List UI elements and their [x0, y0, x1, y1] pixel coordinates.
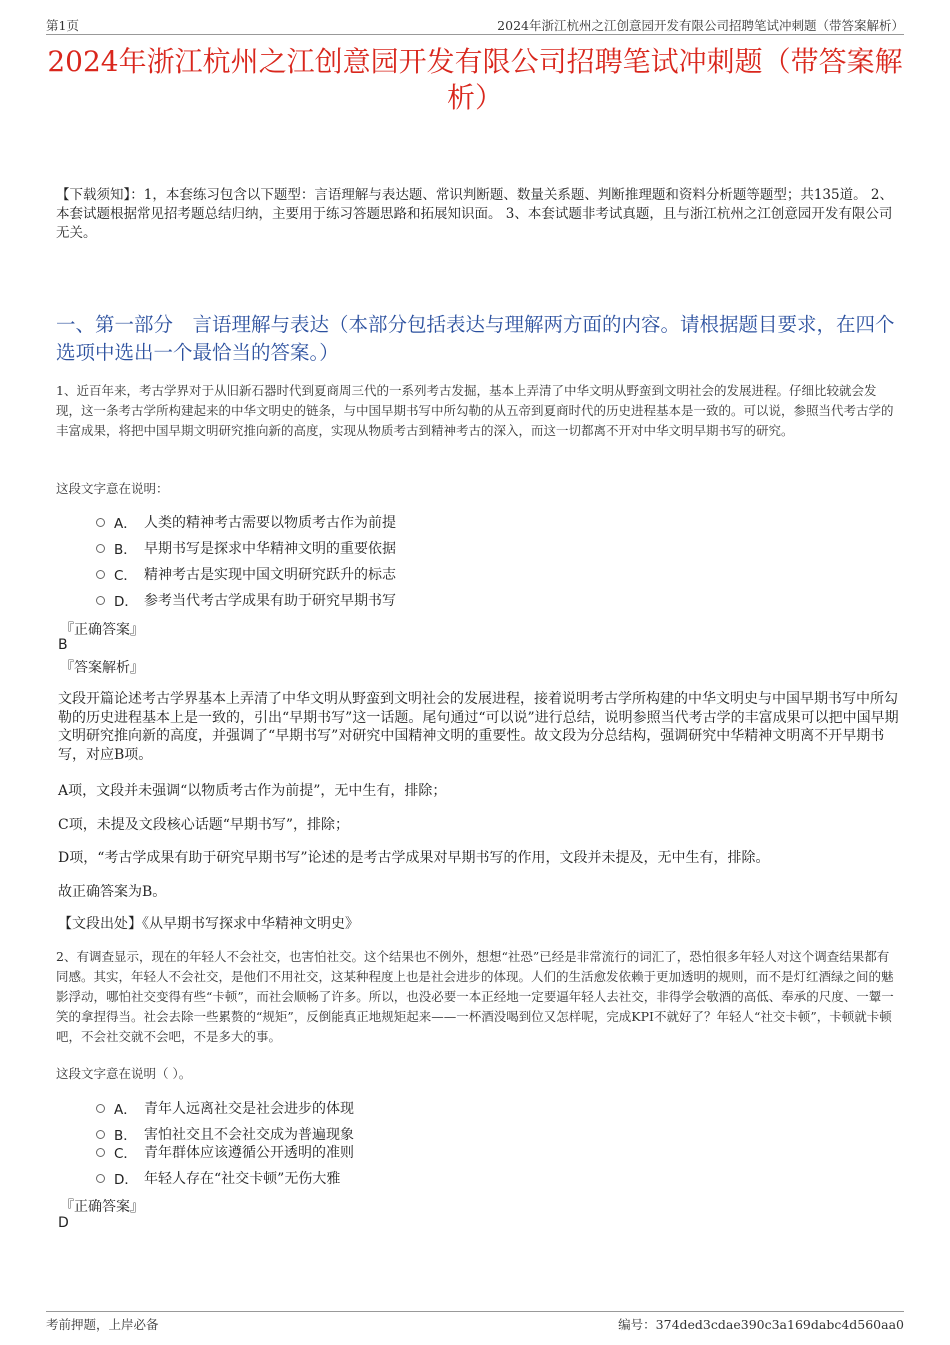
document-id: 编号：374ded3cdae390c3a169dabc4d560aa0: [618, 1317, 904, 1332]
radio-icon[interactable]: [96, 1130, 105, 1139]
question-1-text: 1、近百年来，考古学界对于从旧新石器时代到夏商周三代的一系列考古发掘，基本上弄清了中华文明从野蛮到文明社会的发展进程。仔细比较就会发现，这一条考古学所构建起来的中华文明史的链条，与中国早期书写中所勾勒的从五帝到夏商时代的历史进程基本是一致的。可以说，参照当代考古学的丰富成果，将把中国早期文明研究推向新的高度，实现从物质考古到精神考古的深入，而这一切都离不开对中华文明早期书写的研究。: [56, 383, 894, 438]
page-header: [46, 14, 904, 35]
radio-icon[interactable]: [96, 1174, 105, 1183]
option-letter: A．: [114, 516, 137, 532]
radio-icon[interactable]: [96, 570, 105, 579]
section-heading: 一、第一部分 言语理解与表达（本部分包括表达与理解两方面的内容。请根据题目要求，在四个选项中选出一个最恰当的答案。）: [56, 313, 895, 364]
option-text: 年轻人存在“社交卡顿”无伤大雅: [144, 1171, 341, 1187]
passage-source: 【文段出处】《从早期书写探求中华精神文明史》: [58, 916, 359, 932]
running-title: 2024年浙江杭州之江创意园开发有限公司招聘笔试冲刺题（带答案解析）: [497, 18, 904, 33]
option-letter: D．: [114, 1172, 138, 1188]
analysis-text: 文段开篇论述考古学界基本上弄清了中华文明从野蛮到文明社会的发展进程，接着说明考古学所构建的中华文明史与中国早期书写中所勾勒的历史进程基本上是一致的，引出“早期书写”这一话题。尾句通过“可以说”进行总结，说明参照当代考古学的丰富成果可以把中国早期文明研究推向新的高度，并强调了“早期书写”对研究中国精神文明的重要性。故文段为分总结构，强调研究中华精神文明离不开早期书写，对应B项。: [58, 691, 899, 763]
analysis-label: 『答案解析』: [60, 660, 144, 676]
answer-value: D: [58, 1215, 69, 1231]
option-c-note: C项，未提及文段核心话题“早期书写”，排除；: [58, 817, 350, 833]
option-text: 青年群体应该遵循公开透明的准则: [144, 1145, 354, 1161]
option-letter: D．: [114, 594, 138, 610]
option-text: 人类的精神考古需要以物质考古作为前提: [144, 515, 396, 531]
option-letter: C．: [114, 568, 137, 584]
radio-icon[interactable]: [96, 1104, 105, 1113]
question-2-text: 2、有调查显示，现在的年轻人不会社交，也害怕社交。这个结果也不例外，想想“社恐”已经是非常流行的词汇了，恐怕很多年轻人对这个调查结果都有同感。其实，年轻人不会社交，是他们不用社交，这某种程度上也是社会进步的体现。人们的生活愈发依赖于更加透明的规则，而不是灯红酒绿之间的魅影浮动，哪怕社交变得有些“卡顿”，而社会顺畅了许多。所以，也没必要一本正经地一定要逼年轻人去社交，非得学会敬酒的高低、奉承的尺度、一颦一笑的拿捏得当。社会去除一些累赘的“规矩”，反倒能真正地规矩起来——一杯酒没喝到位又怎样呢，完成KPI不就好了？年轻人“社交卡顿”，卡顿就卡顿吧，不会社交就不会吧，不是多大的事。: [56, 949, 894, 1044]
option-a-note: A项，文段并未强调“以物质考古作为前提”，无中生有，排除；: [58, 783, 447, 799]
question-1-stem: 这段文字意在说明：: [56, 481, 169, 496]
page-number: 第1页: [46, 18, 79, 33]
option-text: 青年人远离社交是社会进步的体现: [144, 1101, 354, 1117]
question-2-stem: 这段文字意在说明（ ）。: [56, 1066, 192, 1081]
radio-icon[interactable]: [96, 544, 105, 553]
option-text: 害怕社交且不会社交成为普遍现象: [144, 1127, 354, 1143]
option-text: 精神考古是实现中国文明研究跃升的标志: [144, 567, 396, 583]
answer-label: 『正确答案』: [60, 622, 144, 638]
option-letter: A．: [114, 1102, 137, 1118]
answer-value: B: [58, 637, 68, 653]
footer-slogan: 考前押题，上岸必备: [46, 1317, 159, 1332]
option-text: 早期书写是探求中华精神文明的重要依据: [144, 541, 396, 557]
option-letter: C．: [114, 1146, 137, 1162]
option-text: 参考当代考古学成果有助于研究早期书写: [144, 593, 396, 609]
answer-label: 『正确答案』: [60, 1199, 144, 1215]
radio-icon[interactable]: [96, 596, 105, 605]
download-notice: 【下载须知】：1，本套练习包含以下题型：言语理解与表达题、常识判断题、数量关系题、判断推理题和资料分析题等题型；共135道。 2、本套试题根据常见招考题总结归纳，主要用于练习答题思路和拓展知识面。 3、本套试题非考试真题，且与浙江杭州之江创意园开发有限公司无关。: [56, 187, 893, 241]
conclusion: 故正确答案为B。: [58, 884, 167, 900]
option-letter: B．: [114, 542, 137, 558]
option-letter: B．: [114, 1128, 137, 1144]
radio-icon[interactable]: [96, 518, 105, 527]
document-title: 2024年浙江杭州之江创意园开发有限公司招聘笔试冲刺题（带答案解析）: [47, 45, 903, 114]
radio-icon[interactable]: [96, 1148, 105, 1157]
page-footer: [46, 1311, 904, 1334]
option-d-note: D项，“考古学成果有助于研究早期书写”论述的是考古学成果对早期书写的作用，文段并未提及，无中生有，排除。: [58, 850, 770, 866]
